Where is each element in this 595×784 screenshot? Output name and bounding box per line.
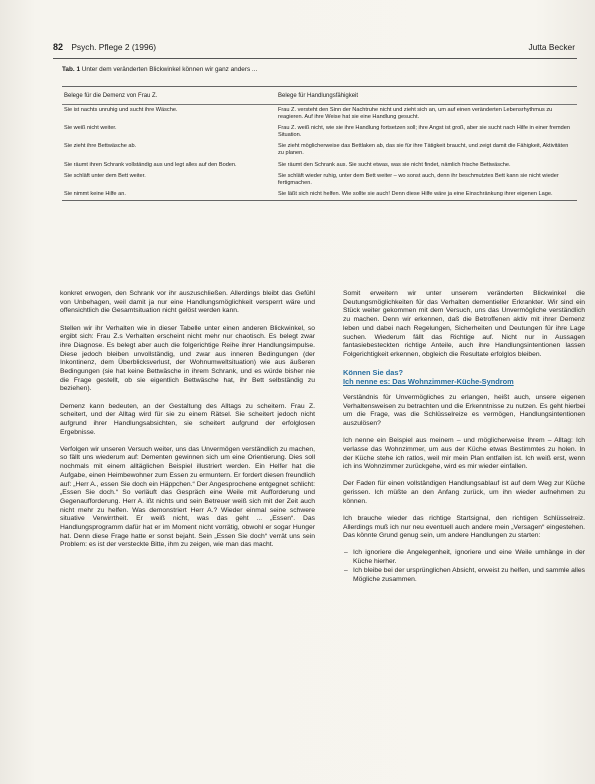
table-row [62,171,577,189]
table-header-capability: Belege für Handlungsfähigkeit [278,93,359,99]
page-number: 82 [53,42,64,52]
left-text-column [60,290,315,559]
table-cell: Sie nimmt keine Hilfe an. [64,190,126,197]
table-row [62,160,577,171]
table-cell: Sie räumt ihren Schrank vollständig aus und legt alles auf den Boden. [64,161,237,168]
author-name: Jutta Becker [528,42,575,52]
table-caption [62,66,257,73]
body-paragraph: Ich nenne ein Beispiel aus meinem – und möglicherweise Ihrem – Alltag: Ich verlasse das Wohnzimmer, um aus der Küche etwas Bestimmtes zu holen. In der Küche stehe ich ratlos, weil mir mein Plan entfallen ist. Ich weiß erst, wenn ich ins Wohnzimmer zurückgehe, wird es mir wieder einfallen. [343,437,585,471]
body-paragraph: Verfolgen wir unseren Versuch weiter, uns das Unvermögen verständlich zu machen, so fällt uns wiederum auf: Dementen gewinnen sich um eine Orientierung. Dies soll nochmals mit einem alltäglichen Beispiel illustriert werden. Ein Helfer hat die Aufgabe, einen Heimbewohner zum Essen zu ermuntern. Er fordert diesen freundlich auf: „Herr A., essen Sie doch ein Häppchen.“ Der Angesprochene entgegnet schlicht: „Essen Sie doch.“ So verläuft das Gespräch eine Weile mit Aufforderung und Gegenaufforderung. Herr A. ißt nichts und sein Betreuer weiß sich mit der Zeit auch nicht mehr zu helfen. Was demonstriert Herr A.? Wieder einmal seine schwere situative Verwirrtheit. Er weiß nicht, was das geht ... „Essen“. Das Handlungsprogramm dafür hat er im Moment nicht vorrätig, obwohl er sogar Hunger hat. Denn diese Frage hatte er sonst bejaht. Sein „Essen Sie doch“ verrät uns sein Problem: es ist der versteckte Bitte, ihm zu zeigen, wie man das macht. [60,445,315,549]
list-item: – Ich bleibe bei der ursprünglichen Absicht, erweist zu helfen, und sammle alles Mögliche zusammen. [353,567,585,584]
comparison-table [62,86,577,201]
header-rule [53,58,577,59]
body-paragraph: konkret erwogen, den Schrank vor ihr auszuschließen. Allerdings bleibt das Gefühl von Unbehagen, weil damit ja nur eine Handlungsmöglichkeit versperrt wäre und offensichtlich die Gesamtsituation nicht gelöst werden kann. [60,290,315,315]
section-heading-title: Ich nenne es: Das Wohnzimmer-Küche-Syndrom [343,377,514,387]
table-cell: Sie schläft unter dem Bett weiter. [64,172,146,179]
body-paragraph: Somit erweitern wir unter unserem veränderten Blickwinkel die Deutungsmöglichkeiten für das Verhalten dementieller Erkrankter. Wir sind ein Stück weiter gekommen mit dem Versuch, uns das Unvermögliche verständlich zu machen. Denn wir erkennen, daß die Betroffenen aktiv mit ihrer Demenz leben und dabei nach Regelungen, Sicherheiten und Deutungen für ihre Lage suchen. Wiederum fällt das Richtige auf. Nicht nur in Aussagen fantasiebesteckten richtige Anteile, auch ihre Handlungsintentionen lassen Folgerichtigkeit erkennen, obgleich die Resultate erfolglos bleiben. [343,290,585,358]
table-header-row [62,87,577,105]
running-header [53,42,577,56]
table-cell: Sie läßt sich nicht helfen. Wie sollte sie auch! Denn diese Hilfe wäre ja eine Einschränkung ihrer eigenen Lage. [278,190,553,197]
body-paragraph: Demenz kann bedeuten, an der Gestaltung des Alltags zu scheitern. Frau Z. scheitert, und der Alltag wird für sie zu einem Rätsel. Sie scheitert jedoch nicht aufgrund ihrer Handlungsabsichten, sie scheitert aufgrund der erfolglosen Ergebnisse. [60,402,315,436]
table-cell: Frau Z. weiß nicht, wie sie ihre Handlung fortsetzen soll; ihre Angst ist groß, aber sie sucht nach Hilfe in einer fremden Situation. [278,125,570,139]
table-row [62,105,577,123]
list-item: – Ich ignoriere die Angelegenheit, ignoriere und eine Weile umhänge in der Küche hierher. [353,549,585,566]
table-caption-label: Tab. 1 [62,66,80,73]
table-cell: Sie zieht möglicherweise das Bettlaken ab, das sie für ihre Tätigkeit braucht, und zeigt damit die Fähigkeit, Aktivitäten zu planen. [278,143,569,157]
table-cell: Sie zieht ihre Bettwäsche ab. [64,143,137,150]
table-row [62,123,577,141]
bullet-list [343,549,585,584]
body-paragraph: Stellen wir ihr Verhalten wie in dieser Tabelle unter einen anderen Blickwinkel, so ergibt sich: Frau Z.s Verhalten erscheint nicht mehr nur chaotisch. Es belegt zwar ihre Diagnose. Es belegt aber auch die folgerichtige Reihe ihrer Handlungsimpulse. Diese jedoch bleiben unvollständig, und zwar aus inneren Bedingungen (der Inkontinenz, dem Überblicksverlust, der Wohnumweltsituation) wie aus äußeren Bedingungen (sie hat keine Bettwäsche in ihrem Schrank, und es würde bisher nie die Frage gestellt, ob sie eigentlich Bettwäsche hat, ihr Bett selbständig zu beziehen). [60,324,315,393]
table-header-dementia: Belege für die Demenz von Frau Z. [64,93,158,99]
body-paragraph: Der Faden für einen vollständigen Handlungsablauf ist auf dem Weg zur Küche gerissen. Ich müßte an den Anfang zurück, um ihn wieder aufnehmen zu können. [343,480,585,505]
table-caption-text: Unter dem veränderten Blickwinkel können wir ganz anders ... [81,66,258,73]
table-cell: Sie ist nachts unruhig und sucht ihre Wäsche. [64,107,178,113]
body-paragraph: Ich brauche wieder das richtige Startsignal, den richtigen Schlüsselreiz. Allerdings muß ich nur neu eventuell auch andere mein „Versagen“ eingestehen. Das könnte Grund genug sein, um andere Handlungen zu starten: [343,514,585,540]
body-paragraph: Verständnis für Unvermögliches zu erlangen, heißt auch, unsere eigenen Verhaltensweisen zu betrachten und die Erkenntnisse zu nutzen. Es geht hierbei um die Frage, was die Schlüsselreize es vermögen, Handlungsintentionen auszulösen? [343,394,585,428]
section-heading [343,368,585,386]
section-heading-question: Können Sie das? [343,368,403,378]
right-text-column [343,290,585,590]
table-cell: Frau Z. versteht den Sinn der Nachtruhe nicht und zieht sich an, um auf einen veränderten Lebensrhythmus zu reagieren. Auf ihre Weise hat sie eine Handlung gesucht. [278,107,553,121]
table-row [62,141,577,159]
table-cell: Sie schläft wieder ruhig, unter dem Bett weiter – wo sonst auch, denn ihr beschmutztes Bett kann sie nicht wieder fertigmachen. [278,172,559,186]
table-cell: Sie räumt den Schrank aus. Sie sucht etwas, was sie nicht findet, nämlich frische Bettwäsche. [278,161,511,168]
table-row [62,189,577,200]
table-cell: Sie weiß nicht weiter. [64,125,117,132]
journal-name: Psych. Pflege 2 (1996) [71,42,157,52]
